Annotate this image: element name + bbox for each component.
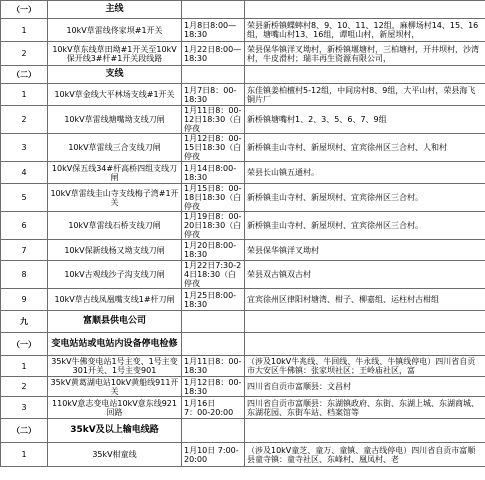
empty-cell — [245, 1, 485, 19]
empty-cell — [182, 419, 245, 443]
line-name: 10kV草雷线塘嘴坳支线刀闸 — [48, 106, 182, 134]
outage-time: 1月25日8:00- 18:30 — [182, 289, 245, 311]
empty-cell — [182, 66, 245, 84]
outage-time: 1月7日8：00- 18:30 — [182, 84, 245, 106]
line-name: 110kV意志变电站10kV意东线921回路 — [48, 397, 182, 419]
section-row — [1, 311, 485, 333]
section-title: 变电站站或电站内设备停电检修 — [48, 333, 182, 356]
affected-area: 新桥镇圭山寺村、新屋坝村、宜宾徐州区三合村。 — [245, 212, 485, 240]
table-row — [1, 289, 485, 311]
affected-area: 四川省自贡市富顺县：东湖镇政府、东街、东湖上城、东湖商城、东湖花园、东街车站、档案馆等 — [245, 397, 485, 419]
row-number: 9 — [1, 289, 48, 311]
table-body — [1, 1, 485, 467]
section-number: （二） — [1, 419, 48, 443]
row-number: 3 — [1, 134, 48, 162]
line-name: 10kV保五线34#杆高桥四组支线刀闸 — [48, 162, 182, 184]
section-title: 主线 — [48, 1, 182, 19]
section-title: 支线 — [48, 66, 182, 84]
affected-area: 荣县保华镇洋叉坳村 — [245, 240, 485, 261]
affected-area: 四川省自贡市富顺县：文昌村 — [245, 377, 485, 397]
row-number: 2 — [1, 106, 48, 134]
row-number: 1 — [1, 356, 48, 377]
line-name: 10kV草雷线石桥支线刀闸 — [48, 212, 182, 240]
affected-area: （涉及10kV童芝、童万、童镇、童古线停电）四川省自贡市富顺县童寺镇：童寺社区、东峰村、凰凤村、老 — [245, 443, 485, 467]
line-name: 10kV保新线杨又坳支线刀闸 — [48, 240, 182, 261]
table-row — [1, 134, 485, 162]
row-number: 1 — [1, 443, 48, 467]
table-row — [1, 42, 485, 66]
outage-time: 1月19日8：00-20日18:30（白停夜 — [182, 212, 245, 240]
section-row — [1, 333, 485, 356]
section-title: 富顺县供电公司 — [48, 311, 182, 333]
outage-time: 1月14日8:00- 18:30 — [182, 162, 245, 184]
table-row — [1, 377, 485, 397]
line-name: 10kV草雷线三合支线刀闸 — [48, 134, 182, 162]
line-name: 10kV草金线大平林场支线#1开关 — [48, 84, 182, 106]
table-row — [1, 84, 485, 106]
line-name: 10kV古观线沙子沟支线刀闸 — [48, 261, 182, 289]
outage-time: 1月8日8:00— 18:30 — [182, 19, 245, 42]
table-row — [1, 19, 485, 42]
affected-area: 新桥镇圭山寺村、新屋坝村、宜宾徐州区三合村。 — [245, 184, 485, 212]
table-row — [1, 184, 485, 212]
affected-area: 新桥镇塘嘴村1、2、3、5、6、7、9组 — [245, 106, 485, 134]
outage-time: 1月10日 7:00- 20:00 — [182, 443, 245, 467]
section-number: （一） — [1, 333, 48, 356]
row-number: 8 — [1, 261, 48, 289]
affected-area: （涉及10kV牛兆线、牛回线、牛永线、牛镇线停电）四川省自贡市大安区牛佛镇：张家坝社区；王岭庙社区，富 — [245, 356, 485, 377]
outage-time: 1月11日8：00-12日18:30（白停夜 — [182, 106, 245, 134]
outage-time: 1月12日8：00- 18:30 — [182, 377, 245, 397]
table-row — [1, 261, 485, 289]
affected-area: 荣县长山镇五通村。 — [245, 162, 485, 184]
affected-area: 宜宾徐州区律阳村塘湾、柑子、柳嘉组、运柱村古柑组 — [245, 289, 485, 311]
affected-area: 荣县双古镇双古村 — [245, 261, 485, 289]
line-name: 10kV草古线凤凰嘴支线1#杆刀闸 — [48, 289, 182, 311]
line-name: 10kV草东线草田坳#1开关至10kV保开线3#杆#1开关段线路 — [48, 42, 182, 66]
section-row — [1, 66, 485, 84]
row-number: 1 — [1, 84, 48, 106]
table-row — [1, 162, 485, 184]
table-row — [1, 212, 485, 240]
section-title: 35kV及以上输电线路 — [48, 419, 182, 443]
outage-time: 1月22日7:30-24日18:30（白停夜 — [182, 261, 245, 289]
line-name: 10kV草雷线圭山寺支线梅子湾#1开关 — [48, 184, 182, 212]
outage-time: 1月16日 7：00-20:00 — [182, 397, 245, 419]
row-number: 2 — [1, 42, 48, 66]
table-row — [1, 443, 485, 467]
outage-time: 1月15日8：00-18日18:30（白停夜 — [182, 184, 245, 212]
empty-cell — [182, 311, 245, 333]
table-row — [1, 240, 485, 261]
section-row — [1, 1, 485, 19]
line-name: 35kV牛佛变电站1号主变、1号主变301开关、1号主变901 — [48, 356, 182, 377]
outage-time: 1月20日8:00- 18:30 — [182, 240, 245, 261]
section-number: （一） — [1, 1, 48, 19]
table-row — [1, 106, 485, 134]
line-name: 35kV黄葛湖电站10kV黄船线911开关 — [48, 377, 182, 397]
row-number: 3 — [1, 397, 48, 419]
row-number: 1 — [1, 19, 48, 42]
table-row — [1, 356, 485, 377]
row-number: 5 — [1, 184, 48, 212]
line-name: 10kV草雷线佟家坝#1开关 — [48, 19, 182, 42]
section-number: 九 — [1, 311, 48, 333]
affected-area: 新桥镇圭山寺村、新屋坝村、宜宾徐州区三合村、人和村 — [245, 134, 485, 162]
row-number: 6 — [1, 212, 48, 240]
outage-time: 1月12日8：00-15日18:30（白停夜 — [182, 134, 245, 162]
affected-area: 荣县新桥镇蝶蟀村8、9、10、11、12组，麻柳场村14、15、16组，塘嘴山村13、16组，谭咀山村，新屋坝村， — [245, 19, 485, 42]
empty-cell — [245, 419, 485, 443]
empty-cell — [182, 1, 245, 19]
empty-cell — [182, 333, 245, 356]
outage-time: 1月11日8：00- 18:30 — [182, 356, 245, 377]
outage-time: 1月22日8:00— 18:30 — [182, 42, 245, 66]
row-number: 2 — [1, 377, 48, 397]
empty-cell — [245, 66, 485, 84]
row-number: 4 — [1, 162, 48, 184]
line-name: 35kV柑童线 — [48, 443, 182, 467]
empty-cell — [245, 333, 485, 356]
affected-area: 东佳镇姜柏檀村5-12组，中间房村8、9组，大平山村，荣县海飞铜片厂 — [245, 84, 485, 106]
section-row — [1, 419, 485, 443]
empty-cell — [245, 311, 485, 333]
row-number: 7 — [1, 240, 48, 261]
table-row — [1, 397, 485, 419]
affected-area: 荣县保华镇洋叉坳村，新桥镇堰塘村，三柏塘村，开井坝村，沙湾村，牛皮滑村；瑞丰再生资源有限公司， — [245, 42, 485, 66]
section-number: （二） — [1, 66, 48, 84]
